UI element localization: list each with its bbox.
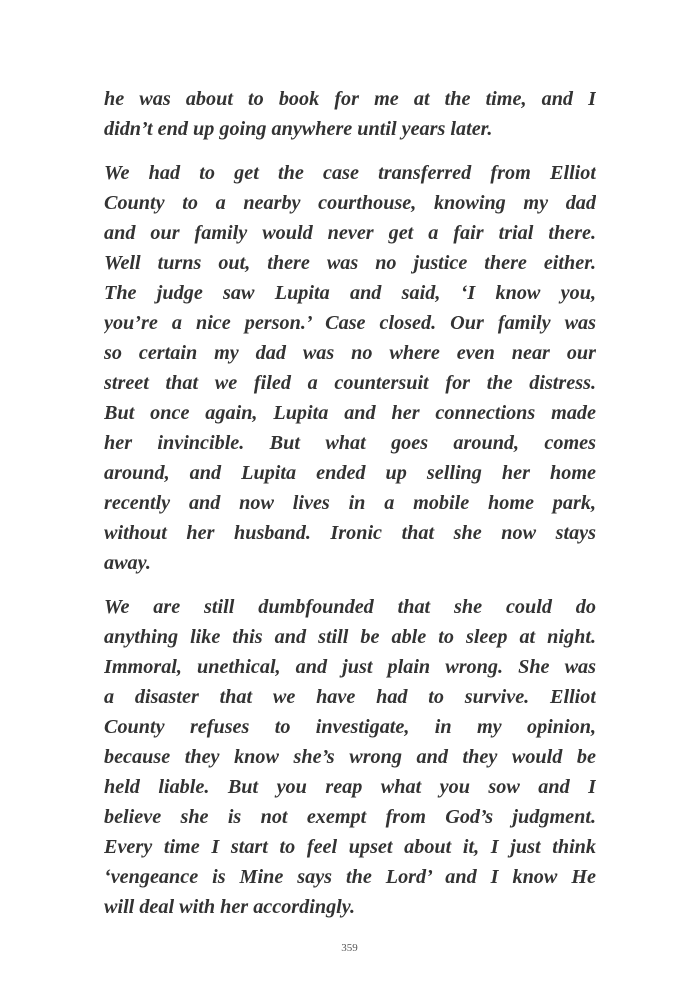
text-line: held liable. But you reap what you sow and I (104, 776, 596, 798)
page-number: 359 (341, 942, 358, 954)
text-line: so certain my dad was no where even near our (104, 342, 596, 364)
paragraph-1 (104, 84, 596, 144)
text-line: But once again, Lupita and her connections made (104, 402, 596, 424)
text-line: didn’t end up going anywhere until years later. (104, 118, 493, 140)
text-line: Immoral, unethical, and just plain wrong. She was (104, 656, 596, 678)
text-line: away. (104, 552, 151, 574)
text-line: street that we filed a countersuit for the distress. (104, 372, 596, 394)
text-line: her invincible. But what goes around, comes (104, 432, 596, 454)
text-line: around, and Lupita ended up selling her home (104, 462, 596, 484)
text-line: will deal with her accordingly. (104, 896, 356, 918)
paragraph-3 (104, 592, 596, 922)
text-line: The judge saw Lupita and said, ‘I know you, (104, 282, 596, 304)
text-line: County refuses to investigate, in my opinion, (104, 716, 596, 738)
text-line: and our family would never get a fair trial there. (104, 222, 596, 244)
text-line: ‘vengeance is Mine says the Lord’ and I know He (104, 866, 596, 888)
paragraph-2 (104, 158, 596, 578)
text-line: believe she is not exempt from God’s judgment. (104, 806, 596, 828)
text-line: We had to get the case transferred from Elliot (104, 162, 596, 184)
text-line: a disaster that we have had to survive. Elliot (104, 686, 596, 708)
text-line: We are still dumbfounded that she could do (104, 596, 596, 618)
text-line: Well turns out, there was no justice there either. (104, 252, 596, 274)
text-line: he was about to book for me at the time, and I (104, 88, 596, 110)
text-line: without her husband. Ironic that she now stays (104, 522, 596, 544)
text-line: you’re a nice person.’ Case closed. Our family was (104, 312, 596, 334)
page-body (104, 84, 596, 936)
text-line: anything like this and still be able to sleep at night. (104, 626, 596, 648)
text-line: because they know she’s wrong and they would be (104, 746, 596, 768)
text-line: County to a nearby courthouse, knowing my dad (104, 192, 596, 214)
text-line: recently and now lives in a mobile home park, (104, 492, 596, 514)
text-line: Every time I start to feel upset about it, I just think (104, 836, 596, 858)
